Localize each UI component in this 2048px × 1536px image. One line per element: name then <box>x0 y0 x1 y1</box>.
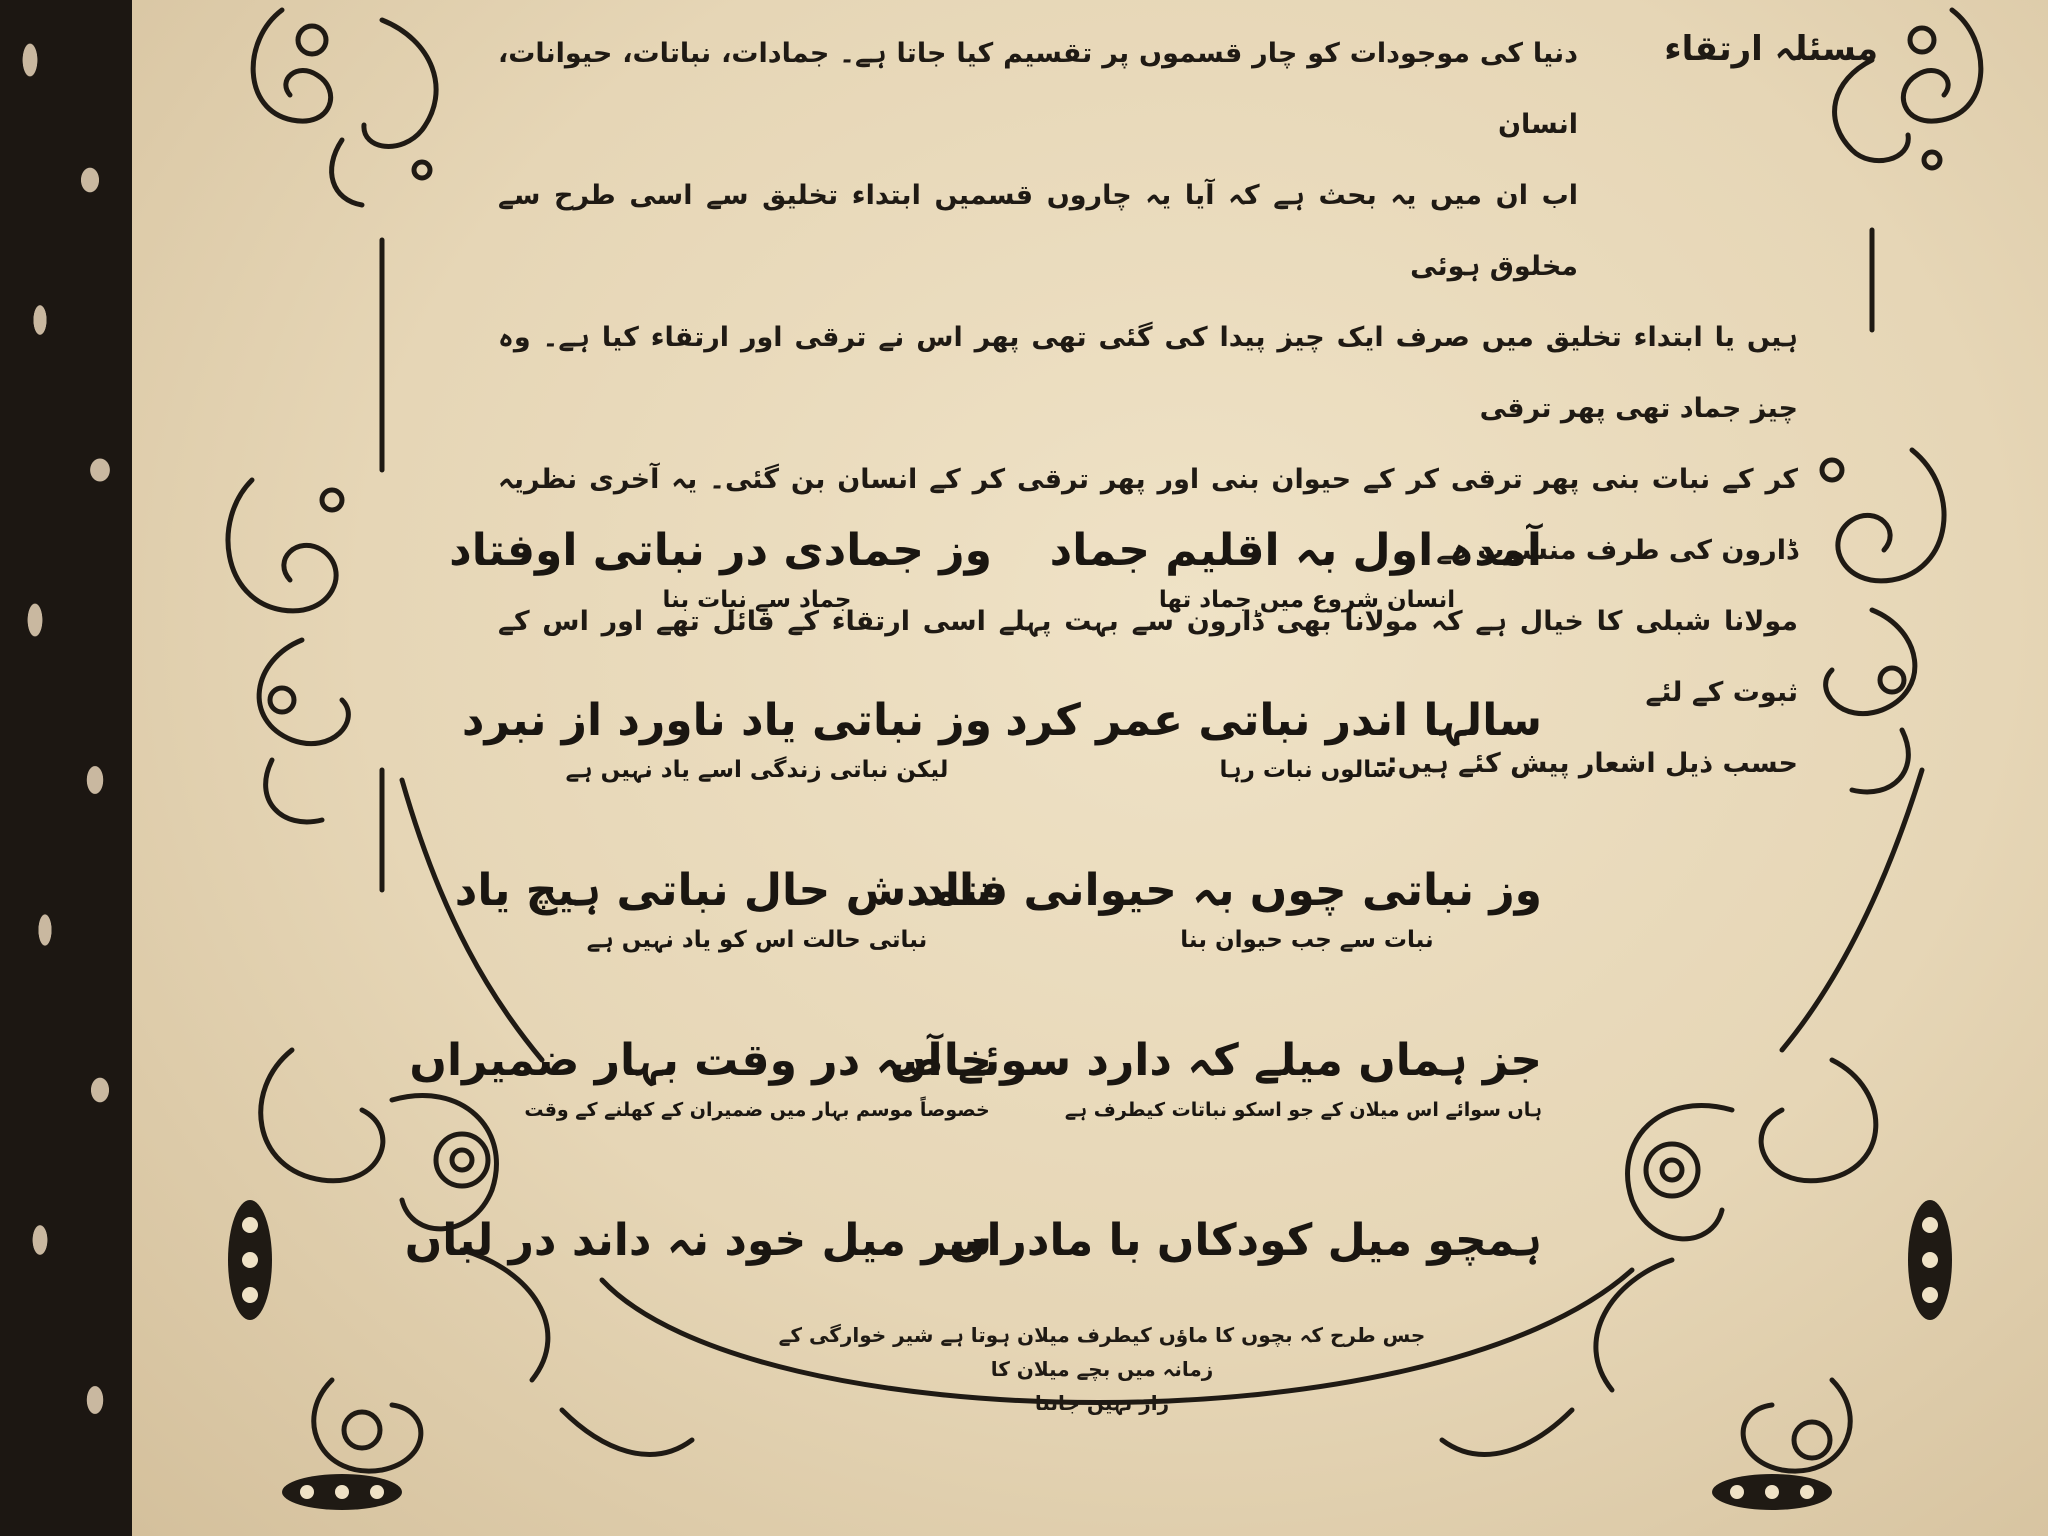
verse-line: جز ہماں میلے کہ دارد سوئے آں <box>889 1035 1542 1086</box>
verse-right <box>922 860 1542 958</box>
verse-line: خاصہ در وقت بہار ضمیراں <box>409 1035 992 1086</box>
verse-line: سر میل خود نہ داند در لباں <box>404 1215 992 1266</box>
verse-left <box>409 1030 992 1128</box>
paragraph-line: اب ان میں یہ بحث ہے کہ آیا یہ چاروں قسمیں ابتداء تخلیق سے اسی طرح سے مخلوق ہوئی <box>498 180 1578 282</box>
corner-ornament-top-left <box>253 10 436 470</box>
verse-gloss: خصوصاً موسم بہار میں ضمیران کے کھلنے کے وقت <box>524 1099 990 1121</box>
frame-arc-right <box>1782 770 1922 1050</box>
verse-line: وز نباتی یاد ناورد از نبرد <box>461 695 992 746</box>
verse-section <box>404 520 1542 1280</box>
verse-right <box>889 1030 1542 1128</box>
verse-gloss: انسان شروع میں جماد تھا <box>1158 587 1456 613</box>
verse-right <box>1049 520 1542 618</box>
verse-left <box>461 690 992 788</box>
verse-line: وز جمادی در نباتی اوفتاد <box>449 525 992 576</box>
verse-left <box>404 1210 992 1272</box>
verse-line: نامدش حال نباتی ہیچ یاد <box>454 865 992 916</box>
verse-gloss: لیکن نباتی زندگی اسے یاد نہیں ہے <box>565 757 949 783</box>
verse-left <box>454 860 992 958</box>
verse-left <box>449 520 992 618</box>
verse-gloss: ہاں سوائے اس میلان کے جو اسکو نباتات کیطرف ہے <box>1064 1099 1542 1121</box>
paragraph-line: مولانا شبلی کا خیال ہے کہ مولانا بھی ڈارون سے بہت پہلے اسی ارتقاء کے قائل تھے اور اس کے ثبوت کے لئے <box>498 606 1798 708</box>
verse-line: وز نباتی چوں بہ حیوانی فتاد <box>922 865 1542 916</box>
verse-line: سالہا اندر نباتی عمر کرد <box>1005 695 1542 746</box>
verse-right <box>948 1210 1542 1272</box>
paragraph-line: ہیں یا ابتداء تخلیق میں صرف ایک چیز پیدا کی گئی تھی پھر اس نے ترقی اور ارتقاء کیا ہے۔ وہ چیز جماد تھی پھر ترقی <box>498 322 1798 424</box>
verse-line: ہمچو میل کودکاں با مادراں <box>948 1215 1542 1266</box>
side-ornament-left <box>228 480 382 890</box>
paragraph-line: کر کے نبات بنی پھر ترقی کر کے حیوان بنی اور پھر ترقی کر کے انسان بن گئی۔ یہ آخری نظریہ ڈارون کی طرف منسوب ہے <box>498 464 1798 566</box>
gloss-line: راز نہیں جانتا <box>1034 1391 1170 1415</box>
section-heading: مسئلہ ارتقاء <box>1664 29 1878 69</box>
gloss-line: جس طرح کہ بچوں کا ماؤں کیطرف میلان ہوتا ہے شیر خوارگی کے زمانہ میں بچے میلان کا <box>778 1323 1426 1381</box>
paragraph-line: حسب ذیل اشعار پیش کئے ہیں:- <box>1375 748 1798 779</box>
side-ornament-right <box>1822 450 1944 792</box>
verse-gloss: نبات سے جب حیوان بنا <box>1180 927 1434 953</box>
book-page <box>132 0 2048 1536</box>
facing-page-pattern <box>0 0 132 1536</box>
verse-line: آمدہ اول بہ اقلیم جماد <box>1049 525 1542 576</box>
verse-gloss: جماد سے نبات بنا <box>662 587 852 613</box>
closing-gloss <box>752 1318 1452 1420</box>
paragraph-line: دنیا کی موجودات کو چار قسموں پر تقسیم کیا جاتا ہے۔ جمادات، نباتات، حیوانات، انسان <box>498 38 1578 140</box>
verse-right <box>1005 690 1542 788</box>
verse-gloss: نباتی حالت اس کو یاد نہیں ہے <box>586 927 928 953</box>
verse-gloss: سالوں نبات رہا <box>1219 757 1395 783</box>
